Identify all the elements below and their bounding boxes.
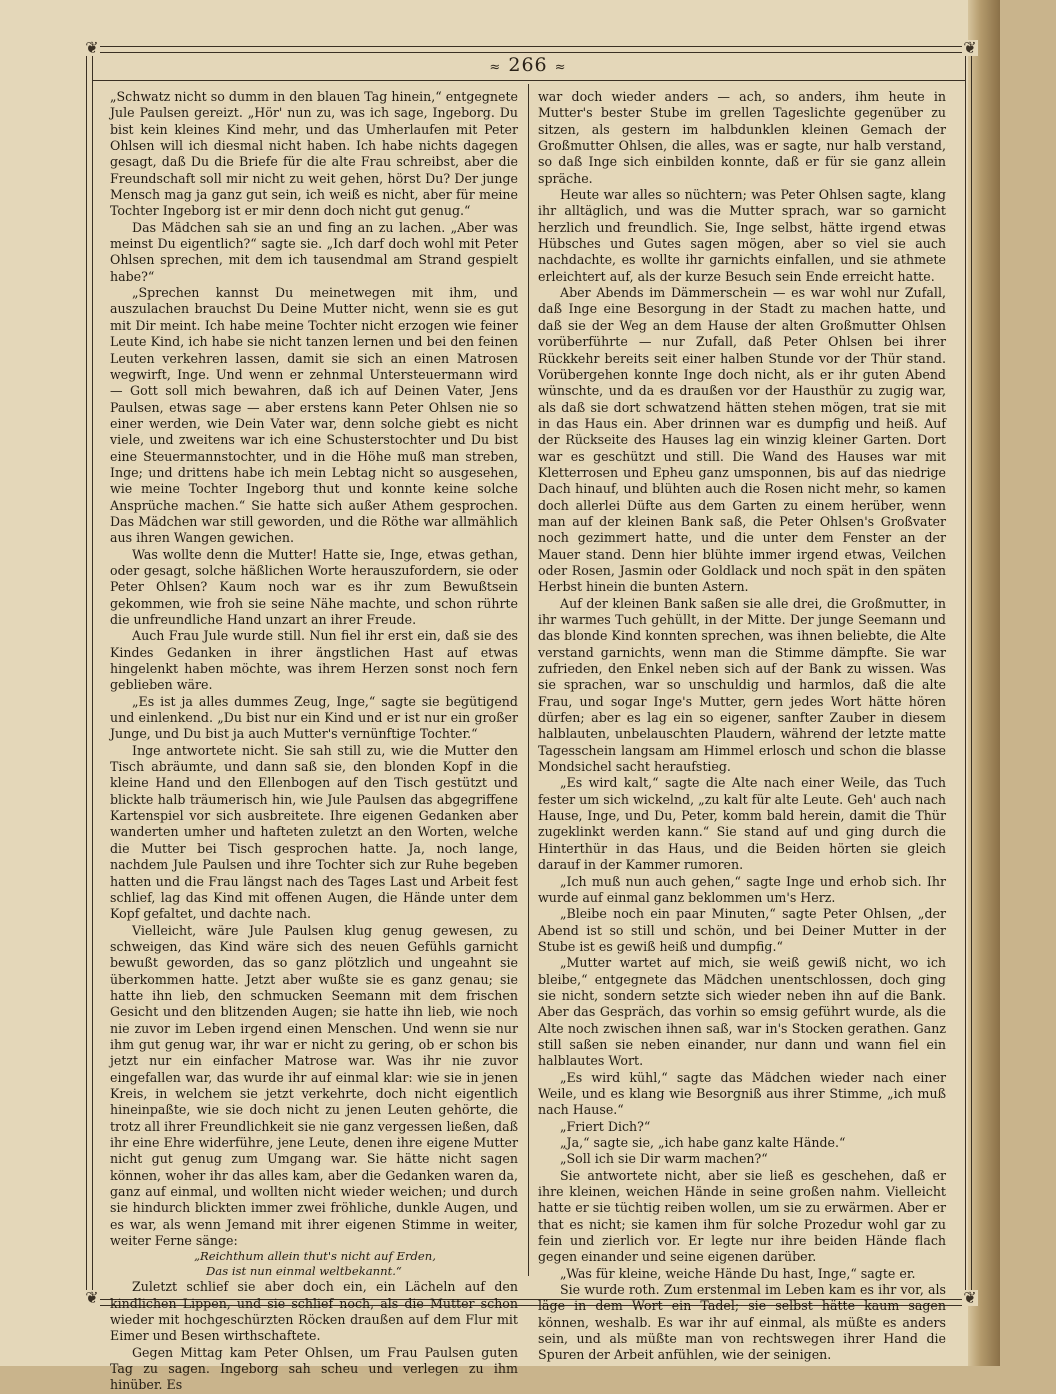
ornament-left-icon: ≈ [489, 60, 502, 75]
paragraph: Heute war alles so nüchtern; was Peter Ohlsen sagte, klang ihr alltäglich, und was die Mutter sprach, war so garnicht herzlich und freundlich. Sie, Inge selbst, hätte irgend etwas Hübsches und Gutes sagen mögen, aber so viel sie auch nachdachte, es wollte ihr garnichts einfallen, und sie athmete erleichtert auf, als der kurze Besuch sein Ende erreicht hatte. [538, 187, 946, 284]
corner-ornament-icon: ❦ [963, 38, 977, 57]
paragraph: „Es wird kalt,“ sagte die Alte nach einer Weile, das Tuch fester um sich wickelnd, „zu kalt für alte Leute. Geh' auch nach Hause, Inge, und Du, Peter, komm bald herein, damit die Thür zugeklinkt werden kann.“ Sie stand auf und ging durch die Hinterthür in das Haus, und die Beiden hörten sie gleich darauf in der Kammer rumoren. [538, 775, 946, 873]
paragraph: „Ich muß nun auch gehen,“ sagte Inge und erhob sich. Ihr wurde auf einmal ganz beklommen um's Herz. [538, 873, 946, 905]
column-divider [528, 84, 529, 1276]
paragraph: Gegen Mittag kam Peter Ohlsen, um Frau Paulsen guten Tag zu sagen. Ingeborg sah scheu und verlegen zu ihm hinüber. Es [110, 1344, 518, 1393]
page-edge-shadow [968, 0, 1000, 1366]
paragraph: Was wollte denn die Mutter! Hatte sie, Inge, etwas gethan, oder gesagt, solche häßlichen Worte herauszufordern, sie oder Peter Ohlsen? Kaum noch war es ihr zum Bewußtsein gekommen, wie froh sie seine Nähe machte, und schon rührte die unfreundliche Hand unzart an ihrer Freude. [110, 546, 518, 627]
ornament-right-icon: ≈ [554, 60, 567, 75]
page-number: 266 [508, 54, 548, 76]
paragraph: „Soll ich sie Dir warm machen?“ [560, 1151, 768, 1167]
paragraph: Auf der kleinen Bank saßen sie alle drei, die Großmutter, in ihr warmes Tuch gehüllt, in der Mitte. Der junge Seemann und das blonde Kind konnten sprechen, was ihnen beliebte, die Alte verstand garnichts, wenn man die Stimme dämpfte. Sie war zufrieden, den Enkel neben sich auf der Bank zu wissen. Was sie sprachen, war so unschuldig und harmlos, daß die alte Frau, und sogar Inge's Mutter, gern jedes Wort hätte hören dürfen; aber es lag ein so eigener, sanfter Zauber in diesem halblauten, unbelauschten Plaudern, während der letzte matte Tagesschein langsam am Himmel erlosch und schon die blasse Mondsichel sacht heraufstieg. [538, 595, 946, 775]
verse-line: „Reichthum allein thut's nicht auf Erden, [194, 1249, 436, 1264]
paragraph: Sie antwortete nicht, aber sie ließ es geschehen, daß er ihre kleinen, weichen Hände in seine großen nahm. Vielleicht hatte er sie tüchtig reiben wollen, um sie zu erwärmen. Aber er that es nicht; sie kamen ihm für solche Prozedur wohl gar zu fein und zierlich vor. Er legte nur ihre beiden Hände flach gegen einander und seine eigenen darüber. [538, 1167, 946, 1265]
left-column [110, 89, 518, 1393]
verse-quote [194, 1249, 518, 1279]
right-column [538, 89, 946, 1363]
paragraph: „Es ist ja alles dummes Zeug, Inge,“ sagte sie begütigend und einlenkend. „Du bist nur ein Kind und er ist nur ein großer Junge, und Du bist ja auch Mutter's vernünftige Tochter.“ [110, 693, 518, 742]
corner-ornament-icon: ❦ [963, 1288, 977, 1307]
paragraph: Vielleicht, wäre Jule Paulsen klug genug gewesen, zu schweigen, das Kind wäre sich des neuen Gefühls garnicht bewußt geworden, das so ganz plötzlich und ungeahnt sie überkommen hatte. Jetzt aber wußte sie es ganz genau; sie hatte ihn lieb, den schmucken Seemann mit dem frischen Gesicht und den blitzenden Augen; sie hatte ihn lieb, wie noch nie zuvor im Leben irgend einen Menschen. Und wenn sie nur ihm gut genug war, ihr war er nicht zu gering, ob er schon bis jetzt nur ein einfacher Matrose war. Was ihr nie zuvor eingefallen war, das wurde ihr auf einmal klar: wie sie in jenen Kreis, in welchem sie jetzt verkehrte, doch nicht eigentlich hineinpaßte, wie sie doch nicht zu jenen Leuten gehörte, die trotz all ihrer Freundlichkeit sie nie ganz vergessen ließen, daß ihr eine Ehre widerführe, jene Leute, denen ihre eigene Mutter nicht gut genug zum Umgang war. Sie hätte nicht sagen können, woher ihr das alles kam, aber die Gedanken waren da, ganz auf einmal, und wollten nicht wieder weichen; und durch sie hindurch blickten immer zwei fröhliche, dunkle Augen, und es war, als wenn Jemand mit ihrer eigenen Stimme in weiter, weiter Ferne sänge: [110, 922, 518, 1249]
corner-ornament-icon: ❦ [85, 38, 99, 57]
paragraph: „Was für kleine, weiche Hände Du hast, Inge,“ sagte er. [560, 1265, 916, 1281]
paragraph: Das Mädchen sah sie an und fing an zu lachen. „Aber was meinst Du eigentlich?“ sagte sie. „Ich darf doch wohl mit Peter Ohlsen sprechen, mit dem ich tausendmal am Strand gespielt habe?“ [110, 219, 518, 284]
paragraph: „Ja,“ sagte sie, „ich habe ganz kalte Hände.“ [560, 1135, 846, 1150]
paragraph: „Sprechen kannst Du meinetwegen mit ihm, und auszulachen brauchst Du Deine Mutter nicht, wenn sie es gut mit Dir meint. Ich habe meine Tochter nicht erzogen wie feiner Leute Kind, ich habe sie nicht tanzen lernen und bei den feinen Leuten verkehren lassen, damit sie sich an einen Matrosen wegwirft, Inge. Und wenn er zehnmal Untersteuermann wird — Gott soll mich bewahren, daß ich auf Deinen Vater, Jens Paulsen, etwas sage — aber erstens kann Peter Ohlsen nie so einer werden, wie Dein Vater war, denn solche giebt es nicht viele, und zweitens war ich eine Schusterstochter und Du bist eine Steuermannstochter, und in die Höhe muß man streben, Inge; und drittens habe ich mein Lebtag nicht so ausgesehen, wie meine Tochter Ingeborg thut und konnte keine solche Ansprüche machen.“ Sie hatte sich außer Athem gesprochen. Das Mädchen war still geworden, und die Röthe war allmählich aus ihren Wangen gewichen. [110, 285, 518, 546]
paragraph: Zuletzt schlief sie aber doch ein, ein Lächeln auf den kindlichen Lippen, und sie schlief noch, als die Mutter schon wieder mit hochgeschürzten Röcken draußen auf dem Flur mit Eimer und Besen wirthschaftete. [110, 1279, 518, 1344]
paragraph: „Bleibe noch ein paar Minuten,“ sagte Peter Ohlsen, „der Abend ist so still und schön, und bei Deiner Mutter in der Stube ist es gewiß heiß und dumpfig.“ [538, 906, 946, 954]
paragraph: Inge antwortete nicht. Sie sah still zu, wie die Mutter den Tisch abräumte, und dann saß sie, den blonden Kopf in die kleine Hand und den Ellenbogen auf den Tisch gestützt und blickte halb träumerisch hin, wie Jule Paulsen das abgegriffene Kartenspiel vor sich ausbreitete. Ihre eigenen Gedanken aber wanderten umher und hafteten zuletzt an den Worten, welche die Mutter bei Tisch gesprochen hatte. Ja, noch lange, nachdem Jule Paulsen und ihre Tochter sich zur Ruhe begeben hatten und die Frau längst nach des Tages Last und Arbeit fest schlief, lag das Kind mit offenen Augen, die Hände unter dem Kopf gefaltet, und dachte nach. [110, 742, 518, 922]
paragraph: „Mutter wartet auf mich, sie weiß gewiß nicht, wo ich bleibe,“ entgegnete das Mädchen unentschlossen, doch ging sie nicht, sondern setzte sich wieder neben ihn auf die Bank. Aber das Gespräch, das vorhin so emsig geführt wurde, als die Alte noch zwischen ihnen saß, war in's Stocken gerathen. Ganz still saßen sie neben einander, nur dann und wann fiel ein halblautes Wort. [538, 955, 946, 1069]
paragraph: „Schwatz nicht so dumm in den blauen Tag hinein,“ entgegnete Jule Paulsen gereizt. „Hör' nun zu, was ich sage, Ingeborg. Du bist kein kleines Kind mehr, und das Umherlaufen mit Peter Ohlsen will ich diesmal nicht haben. Ich habe nichts dagegen gesagt, daß Du die Briefe für die alte Frau schreibst, aber die Freundschaft soll mir nicht zu weit gehen, hörst Du? Der junge Mensch mag ja ganz gut sein, ich weiß es nicht, aber für meine Tochter Ingeborg ist er mir denn doch nicht gut genug.“ [110, 89, 518, 219]
verse-line: Das ist nun einmal weltbekannt.“ [206, 1264, 402, 1279]
corner-ornament-icon: ❦ [85, 1288, 99, 1307]
paragraph: war doch wieder anders — ach, so anders, ihm heute in Mutter's bester Stube im grellen Tageslichte gegenüber zu sitzen, als gestern im halbdunklen kleinen Gemach der Großmutter Ohlsen, die alles, was er sagte, nur halb verstand, so daß Inge sich einbilden konnte, daß er für sie ganz allein spräche. [538, 89, 946, 186]
paragraph: „Es wird kühl,“ sagte das Mädchen wieder nach einer Weile, und es klang wie Besorgniß aus ihrer Stimme, „ich muß nach Hause.“ [538, 1069, 946, 1118]
paragraph: Aber Abends im Dämmerschein — es war wohl nur Zufall, daß Inge eine Besorgung in der Stadt zu machen hatte, und daß sie der Weg an dem Hause der alten Großmutter Ohlsen vorüberführte — nur Zufall, daß Peter Ohlsen bei ihrer Rückkehr bereits seit einer halben Stunde vor der Thür stand. Vorübergehen konnte Inge doch nicht, als er ihr guten Abend wünschte, und da es draußen vor der Hausthür zu zugig war, als daß sie dort schwatzend hätten stehen mögen, trat sie mit in das Haus ein. Aber drinnen war es dumpfig und heiß. Auf der Rückseite des Hauses lag ein winzig kleiner Garten. Dort war es geschützt und still. Die Wand des Hauses war mit Kletterrosen und Epheu ganz umsponnen, bis auf das niedrige Dach hinauf, und blühten auch die Rosen nicht mehr, so kamen doch allerlei Düfte aus dem Garten zu einem herüber, wenn man auf der kleinen Bank saß, die Peter Ohlsen's Großvater noch gezimmert hatte, und die unter dem Fenster an der Mauer stand. Denn hier blühte immer irgend etwas, Veilchen oder Rosen, Jasmin oder Goldlack und noch spät in den späten Herbst hinein die bunten Astern. [538, 285, 946, 595]
header-rule [92, 80, 965, 81]
paragraph: Sie wurde roth. Zum erstenmal im Leben kam es ihr vor, als läge in dem Wort ein Tadel; sie selbst hätte kaum sagen können, weshalb. Es war ihr auf einmal, als müßte es anders sein, und als müßte man von rechtswegen ihrer Hand die Spuren der Arbeit anfühlen, wie der seinigen. [538, 1282, 946, 1363]
page-number-header [0, 54, 1056, 76]
paragraph: Auch Frau Jule wurde still. Nun fiel ihr erst ein, daß sie des Kindes Gedanken in ihrer ängstlichen Hast auf etwas hingelenkt haben möchte, was ihrem Herzen sonst noch fern geblieben wäre. [110, 628, 518, 693]
paragraph: „Friert Dich?“ [560, 1118, 651, 1134]
